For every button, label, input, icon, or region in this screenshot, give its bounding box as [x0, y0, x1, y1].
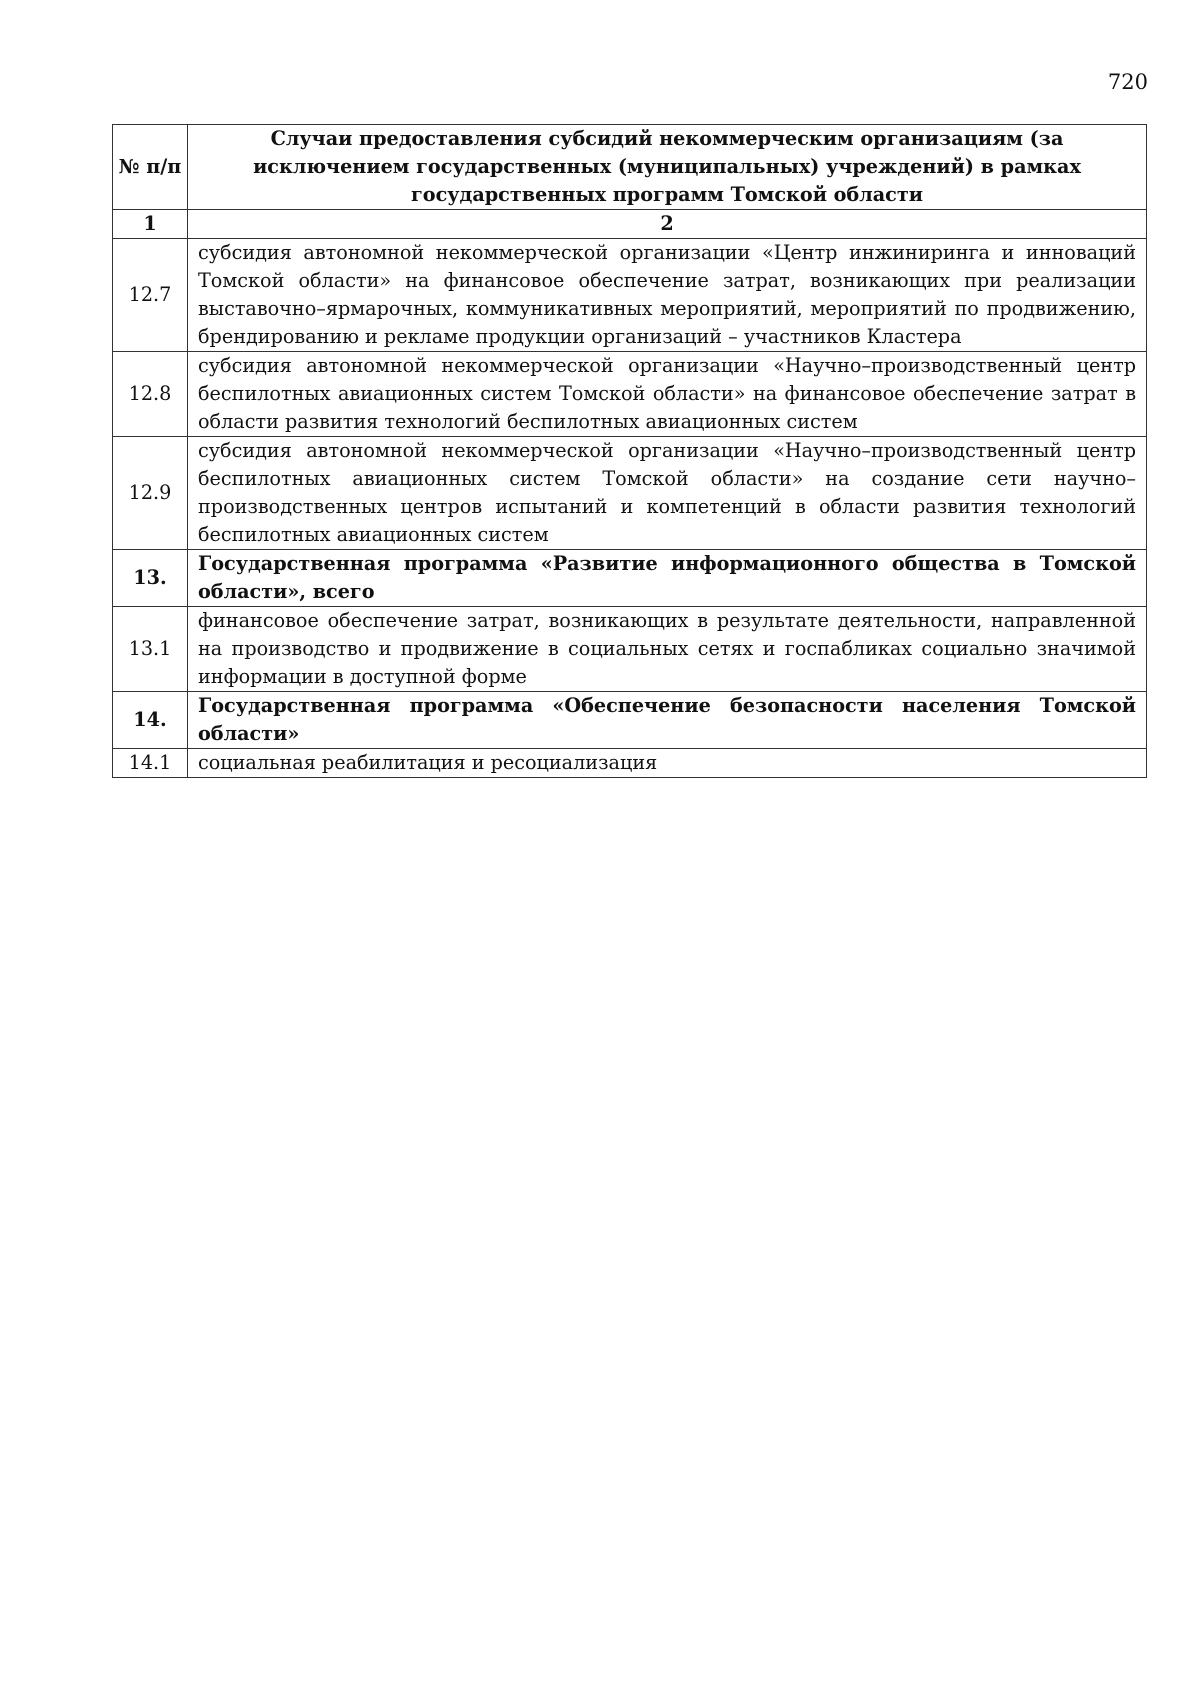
row-description: субсидия автономной некоммерческой организации «Научно–производственный центр беспилотных авиационных систем Томской области» на финансовое обеспечение затрат в области развития технологий беспилотных авиационных систем: [188, 352, 1147, 437]
table-row: [113, 239, 1147, 352]
subsidies-table: [112, 124, 1147, 778]
table-row: [113, 607, 1147, 692]
row-description: субсидия автономной некоммерческой организации «Научно–производственный центр беспилотных авиационных систем Томской области» на создание сети научно–производственных центров испытаний и компетенций в области развития технологий беспилотных авиационных систем: [188, 437, 1147, 550]
header-description-column: Случаи предоставления субсидий некоммерческим организациям (за исключением государственных (муниципальных) учреждений) в рамках государственных программ Томской области: [188, 125, 1147, 210]
table-row: [113, 437, 1147, 550]
column-number-2: 2: [188, 210, 1147, 239]
row-description: субсидия автономной некоммерческой организации «Центр инжиниринга и инноваций Томской области» на финансовое обеспечение затрат, возникающих при реализации выставочно–ярмарочных, коммуникативных мероприятий, мероприятий по продвижению, брендированию и рекламе продукции организаций – участников Кластера: [188, 239, 1147, 352]
row-description: Государственная программа «Обеспечение безопасности населения Томской области»: [188, 692, 1147, 749]
page-number: 720: [1107, 70, 1148, 94]
column-number-1: 1: [113, 210, 188, 239]
row-description: Государственная программа «Развитие информационного общества в Томской области», всего: [188, 550, 1147, 607]
row-number: 14.: [113, 692, 188, 749]
table-row: [113, 352, 1147, 437]
row-number: 12.9: [113, 437, 188, 550]
table-row: [113, 749, 1147, 778]
row-number: 13.1: [113, 607, 188, 692]
program-row: [113, 550, 1147, 607]
row-number: 12.7: [113, 239, 188, 352]
row-description: социальная реабилитация и ресоциализация: [188, 749, 1147, 778]
row-number: 13.: [113, 550, 188, 607]
row-number: 14.1: [113, 749, 188, 778]
header-number-column: № п/п: [113, 125, 188, 210]
row-description: финансовое обеспечение затрат, возникающих в результате деятельности, направленной на производство и продвижение в социальных сетях и госпабликах социально значимой информации в доступной форме: [188, 607, 1147, 692]
table-header-row: [113, 125, 1147, 210]
program-row: [113, 692, 1147, 749]
row-number: 12.8: [113, 352, 188, 437]
column-number-row: [113, 210, 1147, 239]
